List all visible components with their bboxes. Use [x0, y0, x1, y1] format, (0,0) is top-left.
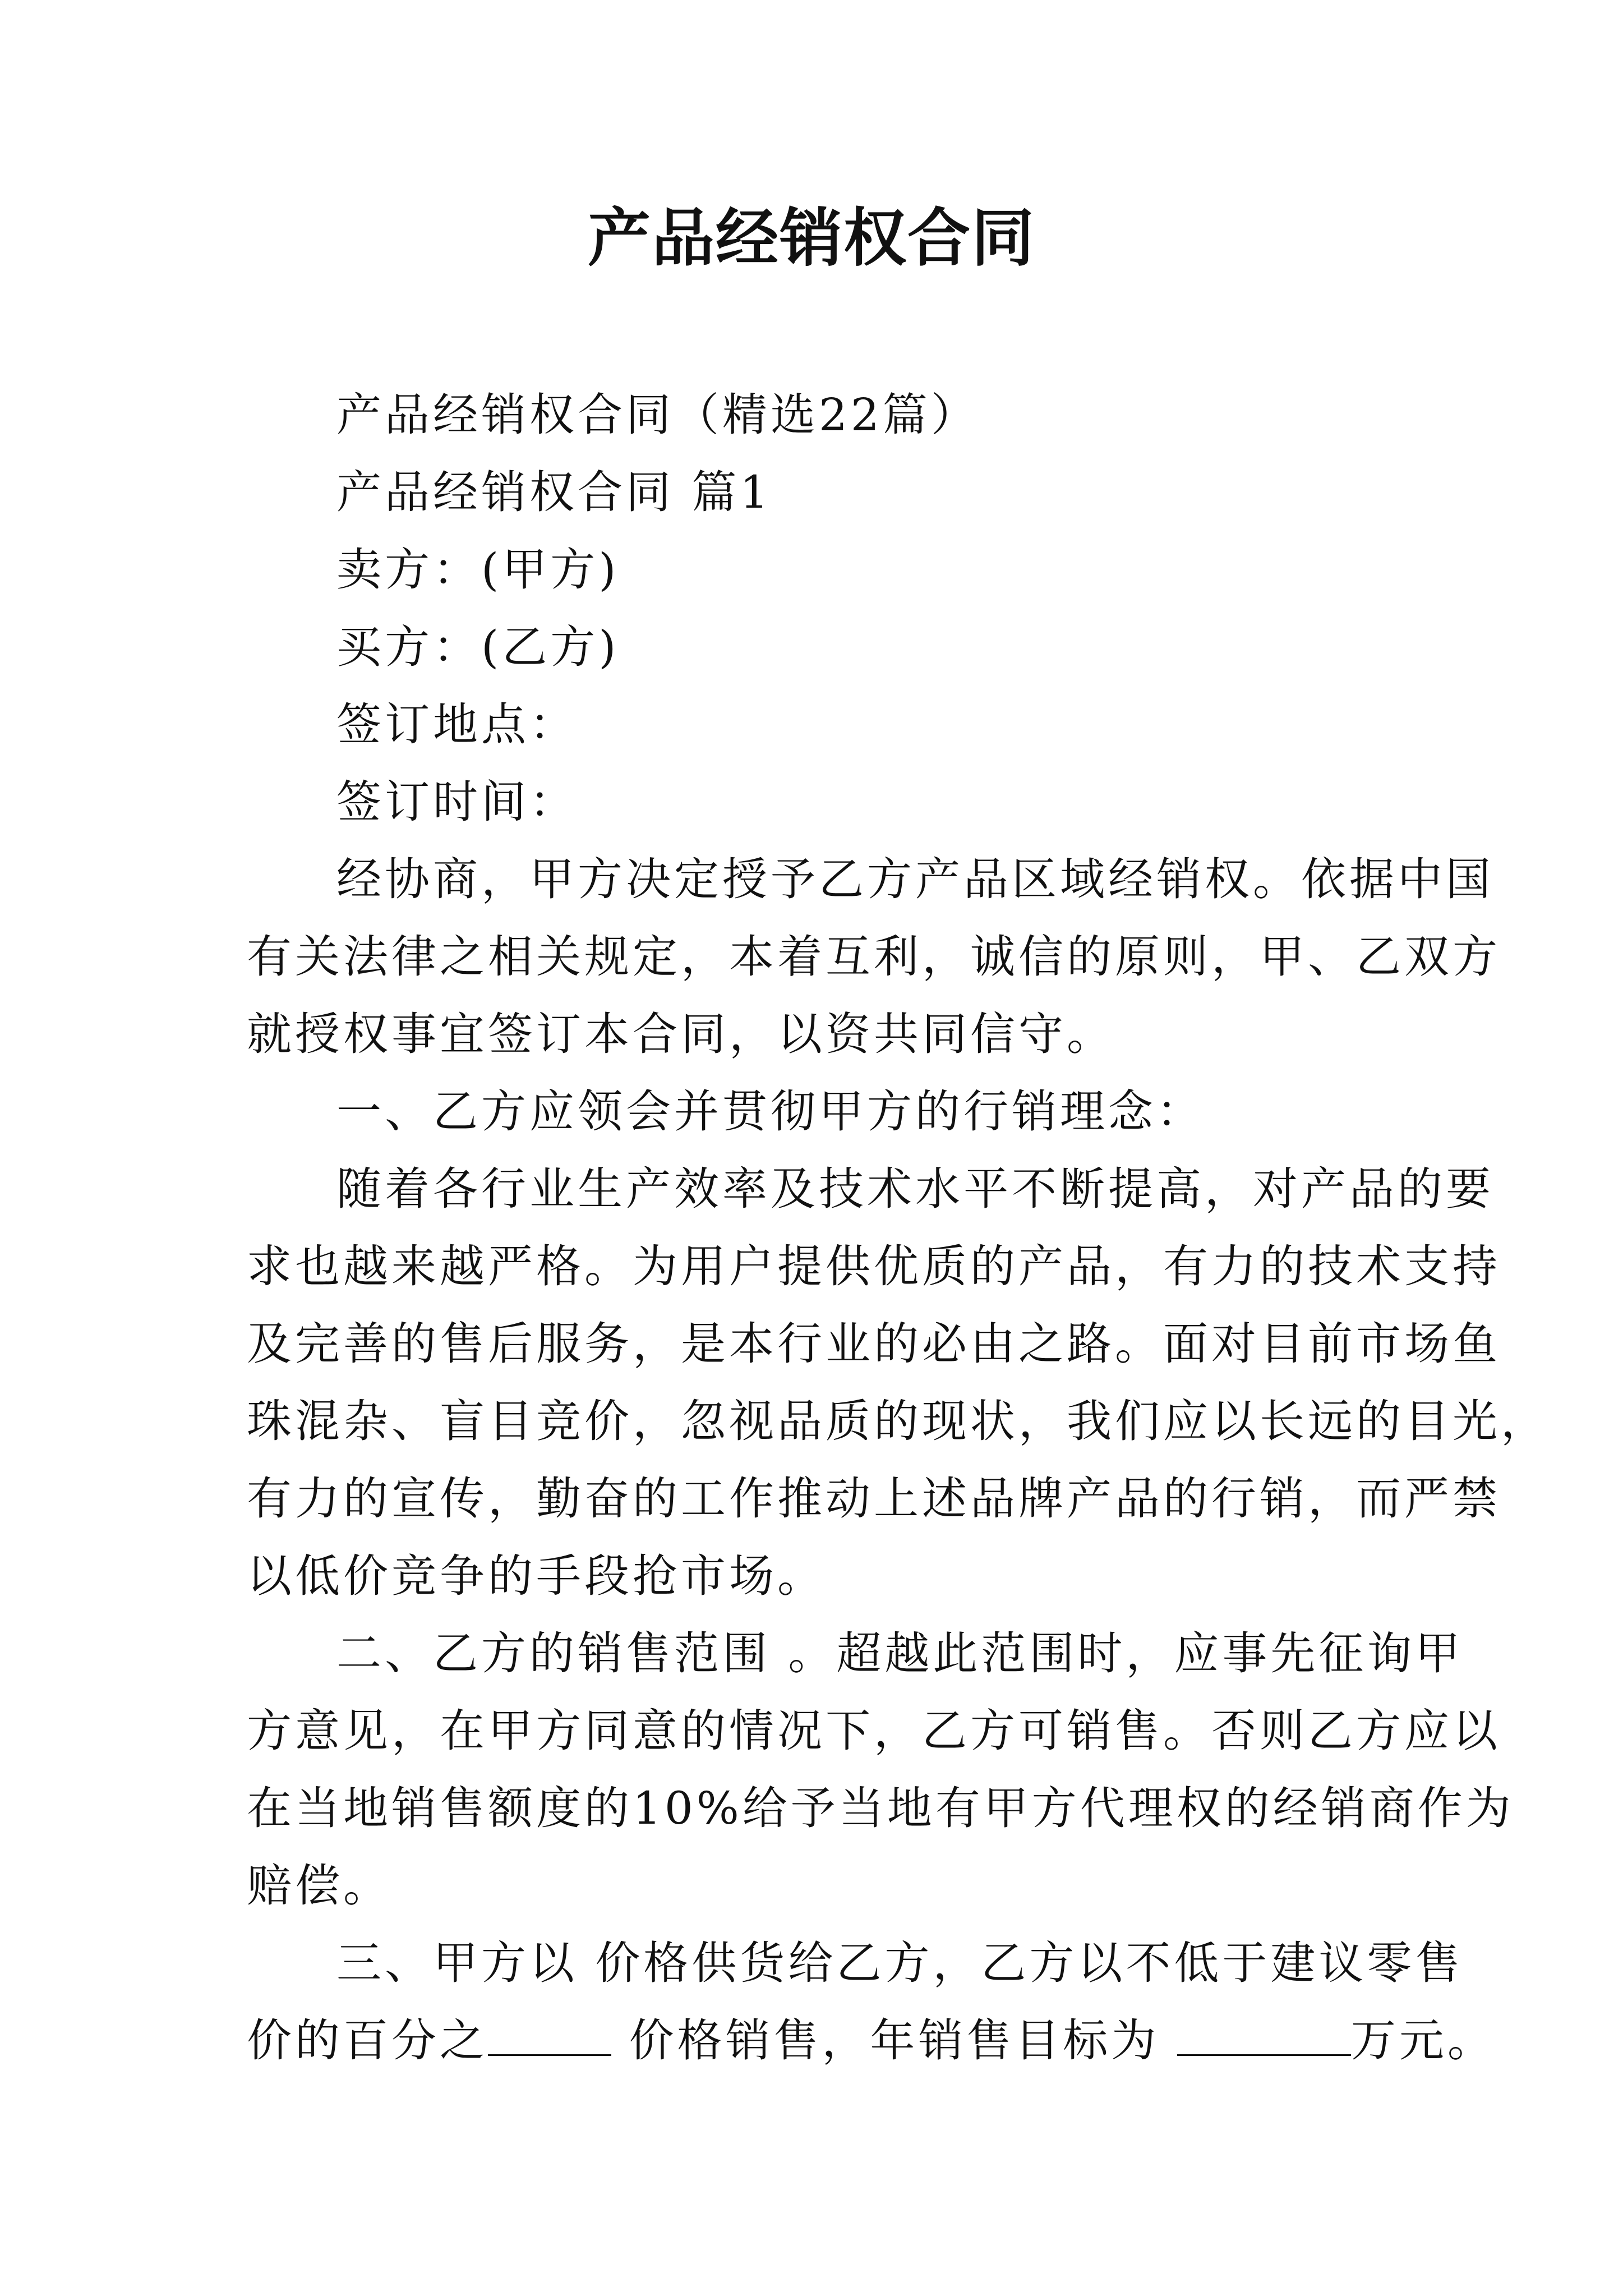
line-middle: 价格销售，年销售目标为	[629, 2014, 1160, 2067]
paragraph-line: 赔偿。	[247, 1860, 391, 1912]
seller-field: 卖方：(甲方)	[336, 544, 620, 596]
buyer-field: 买方：(乙方)	[336, 621, 620, 673]
line-prefix: 价的百分之	[247, 2014, 488, 2067]
clause-heading: 一、乙方应领会并贯彻甲方的行销理念：	[336, 1085, 1205, 1138]
price-target-line	[247, 2013, 1496, 2069]
sales-target-blank	[1177, 2015, 1351, 2056]
paragraph-line: 及完善的售后服务，是本行业的必由之路。面对目前市场鱼	[247, 1318, 1501, 1370]
paragraph-line: 求也越来越严格。为用户提供优质的产品，有力的技术支持	[247, 1240, 1501, 1292]
paragraph-line: 在当地销售额度的10%给予当地有甲方代理权的经销商作为	[247, 1782, 1514, 1834]
paragraph-line: 经协商，甲方决定授予乙方产品区域经销权。依据中国	[336, 853, 1494, 905]
paragraph-line: 以低价竞争的手段抢市场。	[247, 1550, 826, 1602]
document-title: 产品经销权合同	[588, 201, 1035, 275]
paragraph-line: 三、甲方以 价格供货给乙方，乙方以不低于建议零售	[336, 1937, 1464, 1989]
signing-time-field: 签订时间：	[336, 776, 578, 828]
percentage-blank	[488, 2015, 611, 2056]
paragraph-line: 随着各行业生产效率及技术水平不断提高，对产品的要	[336, 1163, 1494, 1215]
paragraph-line: 就授权事宜签订本合同，以资共同信守。	[247, 1008, 1115, 1060]
paragraph-line: 有关法律之相关规定，本着互利，诚信的原则，甲、乙双方	[247, 931, 1501, 983]
signing-place-field: 签订地点：	[336, 698, 578, 751]
paragraph-line: 方意见，在甲方同意的情况下，乙方可销售。否则乙方应以	[247, 1705, 1501, 1757]
section-heading: 产品经销权合同 篇1	[336, 466, 772, 518]
paragraph-line: 有力的宣传，勤奋的工作推动上述品牌产品的行销，而严禁	[247, 1473, 1501, 1525]
line-suffix: 万元。	[1350, 2014, 1496, 2067]
paragraph-line: 二、乙方的销售范围 。超越此范围时，应事先征询甲	[336, 1627, 1464, 1680]
paragraph-line: 珠混杂、盲目竞价，忽视品质的现状，我们应以长远的目光，	[247, 1395, 1549, 1447]
subtitle-line: 产品经销权合同（精选22篇）	[336, 389, 979, 441]
